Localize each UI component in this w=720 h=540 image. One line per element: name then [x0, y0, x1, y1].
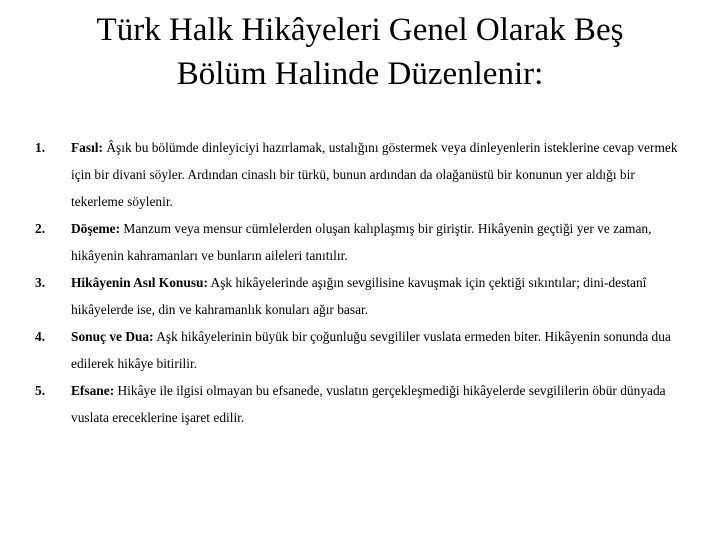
list-item-term: Döşeme:: [71, 221, 121, 236]
list-item-number: 2.: [35, 221, 46, 236]
list-item-doseme: [35, 215, 685, 269]
list-item-number: 5.: [35, 383, 46, 398]
list-item-number: 4.: [35, 329, 46, 344]
list-item-text: Manzum veya mensur cümlelerden oluşan kalıplaşmış bir giriştir. Hikâyenin geçtiği yer ve zaman, hikâyenin kahramanları ve bunların aileleri tanıtılır.: [71, 221, 652, 263]
section-list: [35, 134, 685, 431]
list-item-text: Âşık bu bölümde dinleyiciyi hazırlamak, ustalığını göstermek veya dinleyenlerin isteklerine cevap vermek için bir divani söyler. Ardından cinaslı bir türkü, bunun ardından da olağanüstü bir konunun yer aldığı bir tekerleme söylenir.: [71, 140, 678, 209]
slide-title-line-1: Türk Halk Hikâyeleri Genel Olarak Beş: [96, 12, 624, 48]
list-item-term: Fasıl:: [71, 140, 103, 155]
slide-title-line-2: Bölüm Halinde Düzenlenir:: [176, 56, 544, 92]
list-item-term: Sonuç ve Dua:: [71, 329, 154, 344]
list-item-text: Aşk hikâyelerinde aşığın sevgilisine kavuşmak için çektiği sıkıntılar; dini-destanî hikâyelerde ise, din ve kahramanlık konuları ağır basar.: [71, 275, 647, 317]
list-item-text: Aşk hikâyelerinin büyük bir çoğunluğu sevgililer vuslata ermeden biter. Hikâyenin sonunda dua edilerek hikâye bitirilir.: [71, 329, 671, 371]
list-item-asil-konu: [35, 269, 685, 323]
list-item-efsane: [35, 377, 685, 431]
list-item-term: Efsane:: [71, 383, 115, 398]
list-item-term: Hikâyenin Asıl Konusu:: [71, 275, 208, 290]
list-item-text: Hikâye ile ilgisi olmayan bu efsanede, vuslatın gerçekleşmediği hikâyelerde sevgililerin öbür dünyada vuslata ereceklerine işaret edilir.: [71, 383, 666, 425]
list-item-sonuc-dua: [35, 323, 685, 377]
slide-title: [40, 8, 680, 96]
list-item-number: 1.: [35, 140, 46, 155]
list-item-fasil: [35, 134, 685, 215]
list-item-number: 3.: [35, 275, 46, 290]
